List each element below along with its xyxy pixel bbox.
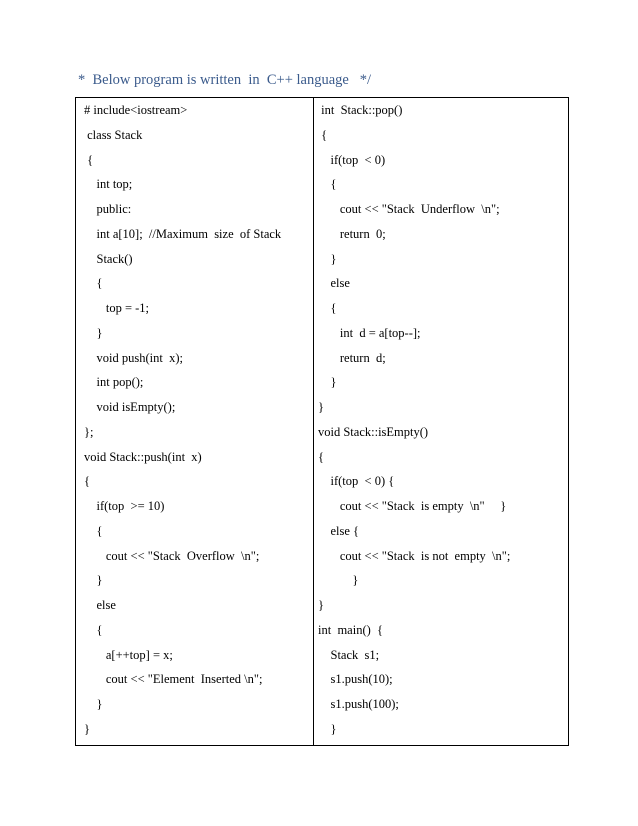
code-line: Stack s1;: [318, 647, 380, 662]
code-line: cout << "Stack Underflow \n";: [318, 202, 500, 216]
code-line: {: [84, 523, 103, 538]
code-line: a[++top] = x;: [84, 647, 173, 662]
code-line: return d;: [318, 350, 386, 365]
code-line: }: [318, 400, 324, 414]
code-line: };: [84, 424, 94, 439]
code-line: }: [318, 721, 337, 736]
code-line: cout << "Stack is empty \n" }: [318, 499, 507, 513]
code-line: int a[10]; //Maximum size of Stack: [84, 226, 282, 241]
code-line: }: [318, 375, 337, 390]
code-line: {: [84, 474, 90, 489]
code-line: {: [318, 177, 337, 192]
code-line: else: [318, 276, 350, 291]
code-line: void Stack::isEmpty(): [318, 424, 429, 439]
code-line: int top;: [84, 177, 133, 192]
code-line: s1.push(10);: [318, 672, 393, 687]
code-line: void isEmpty();: [84, 400, 176, 414]
code-line: }: [84, 573, 103, 588]
code-table: [75, 97, 569, 746]
code-line: {: [84, 622, 103, 637]
code-line: s1.push(100);: [318, 697, 399, 711]
code-line: int Stack::pop(): [318, 103, 403, 117]
code-line: {: [84, 152, 94, 167]
code-line: void Stack::push(int x): [84, 449, 202, 464]
code-line: }: [318, 573, 359, 588]
code-line: top = -1;: [84, 301, 150, 315]
column-divider: [313, 98, 314, 745]
code-line: cout << "Stack is not empty \n";: [318, 548, 511, 563]
code-line: public:: [84, 202, 132, 216]
code-line: else: [84, 598, 116, 612]
code-line: # include<iostream>: [84, 103, 188, 117]
code-line: int main() {: [318, 622, 384, 637]
code-line: class Stack: [84, 127, 143, 142]
code-line: int pop();: [84, 375, 144, 390]
document-heading: * Below program is written in C++ language */: [78, 72, 372, 88]
code-line: }: [84, 697, 103, 711]
code-line: }: [84, 325, 103, 340]
code-line: }: [84, 721, 90, 736]
code-line: else {: [318, 523, 360, 538]
code-line: {: [84, 276, 103, 291]
code-line: }: [318, 251, 337, 266]
code-line: if(top < 0): [318, 152, 386, 167]
code-line: {: [318, 449, 324, 464]
code-line: cout << "Element Inserted \n";: [84, 672, 263, 687]
code-line: void push(int x);: [84, 350, 183, 365]
code-line: {: [318, 301, 337, 315]
code-line: {: [318, 127, 328, 142]
code-line: if(top < 0) {: [318, 474, 395, 489]
code-line: cout << "Stack Overflow \n";: [84, 548, 260, 563]
code-line: }: [318, 598, 324, 612]
code-line: return 0;: [318, 226, 386, 241]
code-line: Stack(): [84, 251, 133, 266]
code-line: int d = a[top--];: [318, 325, 421, 340]
code-line: if(top >= 10): [84, 499, 165, 513]
